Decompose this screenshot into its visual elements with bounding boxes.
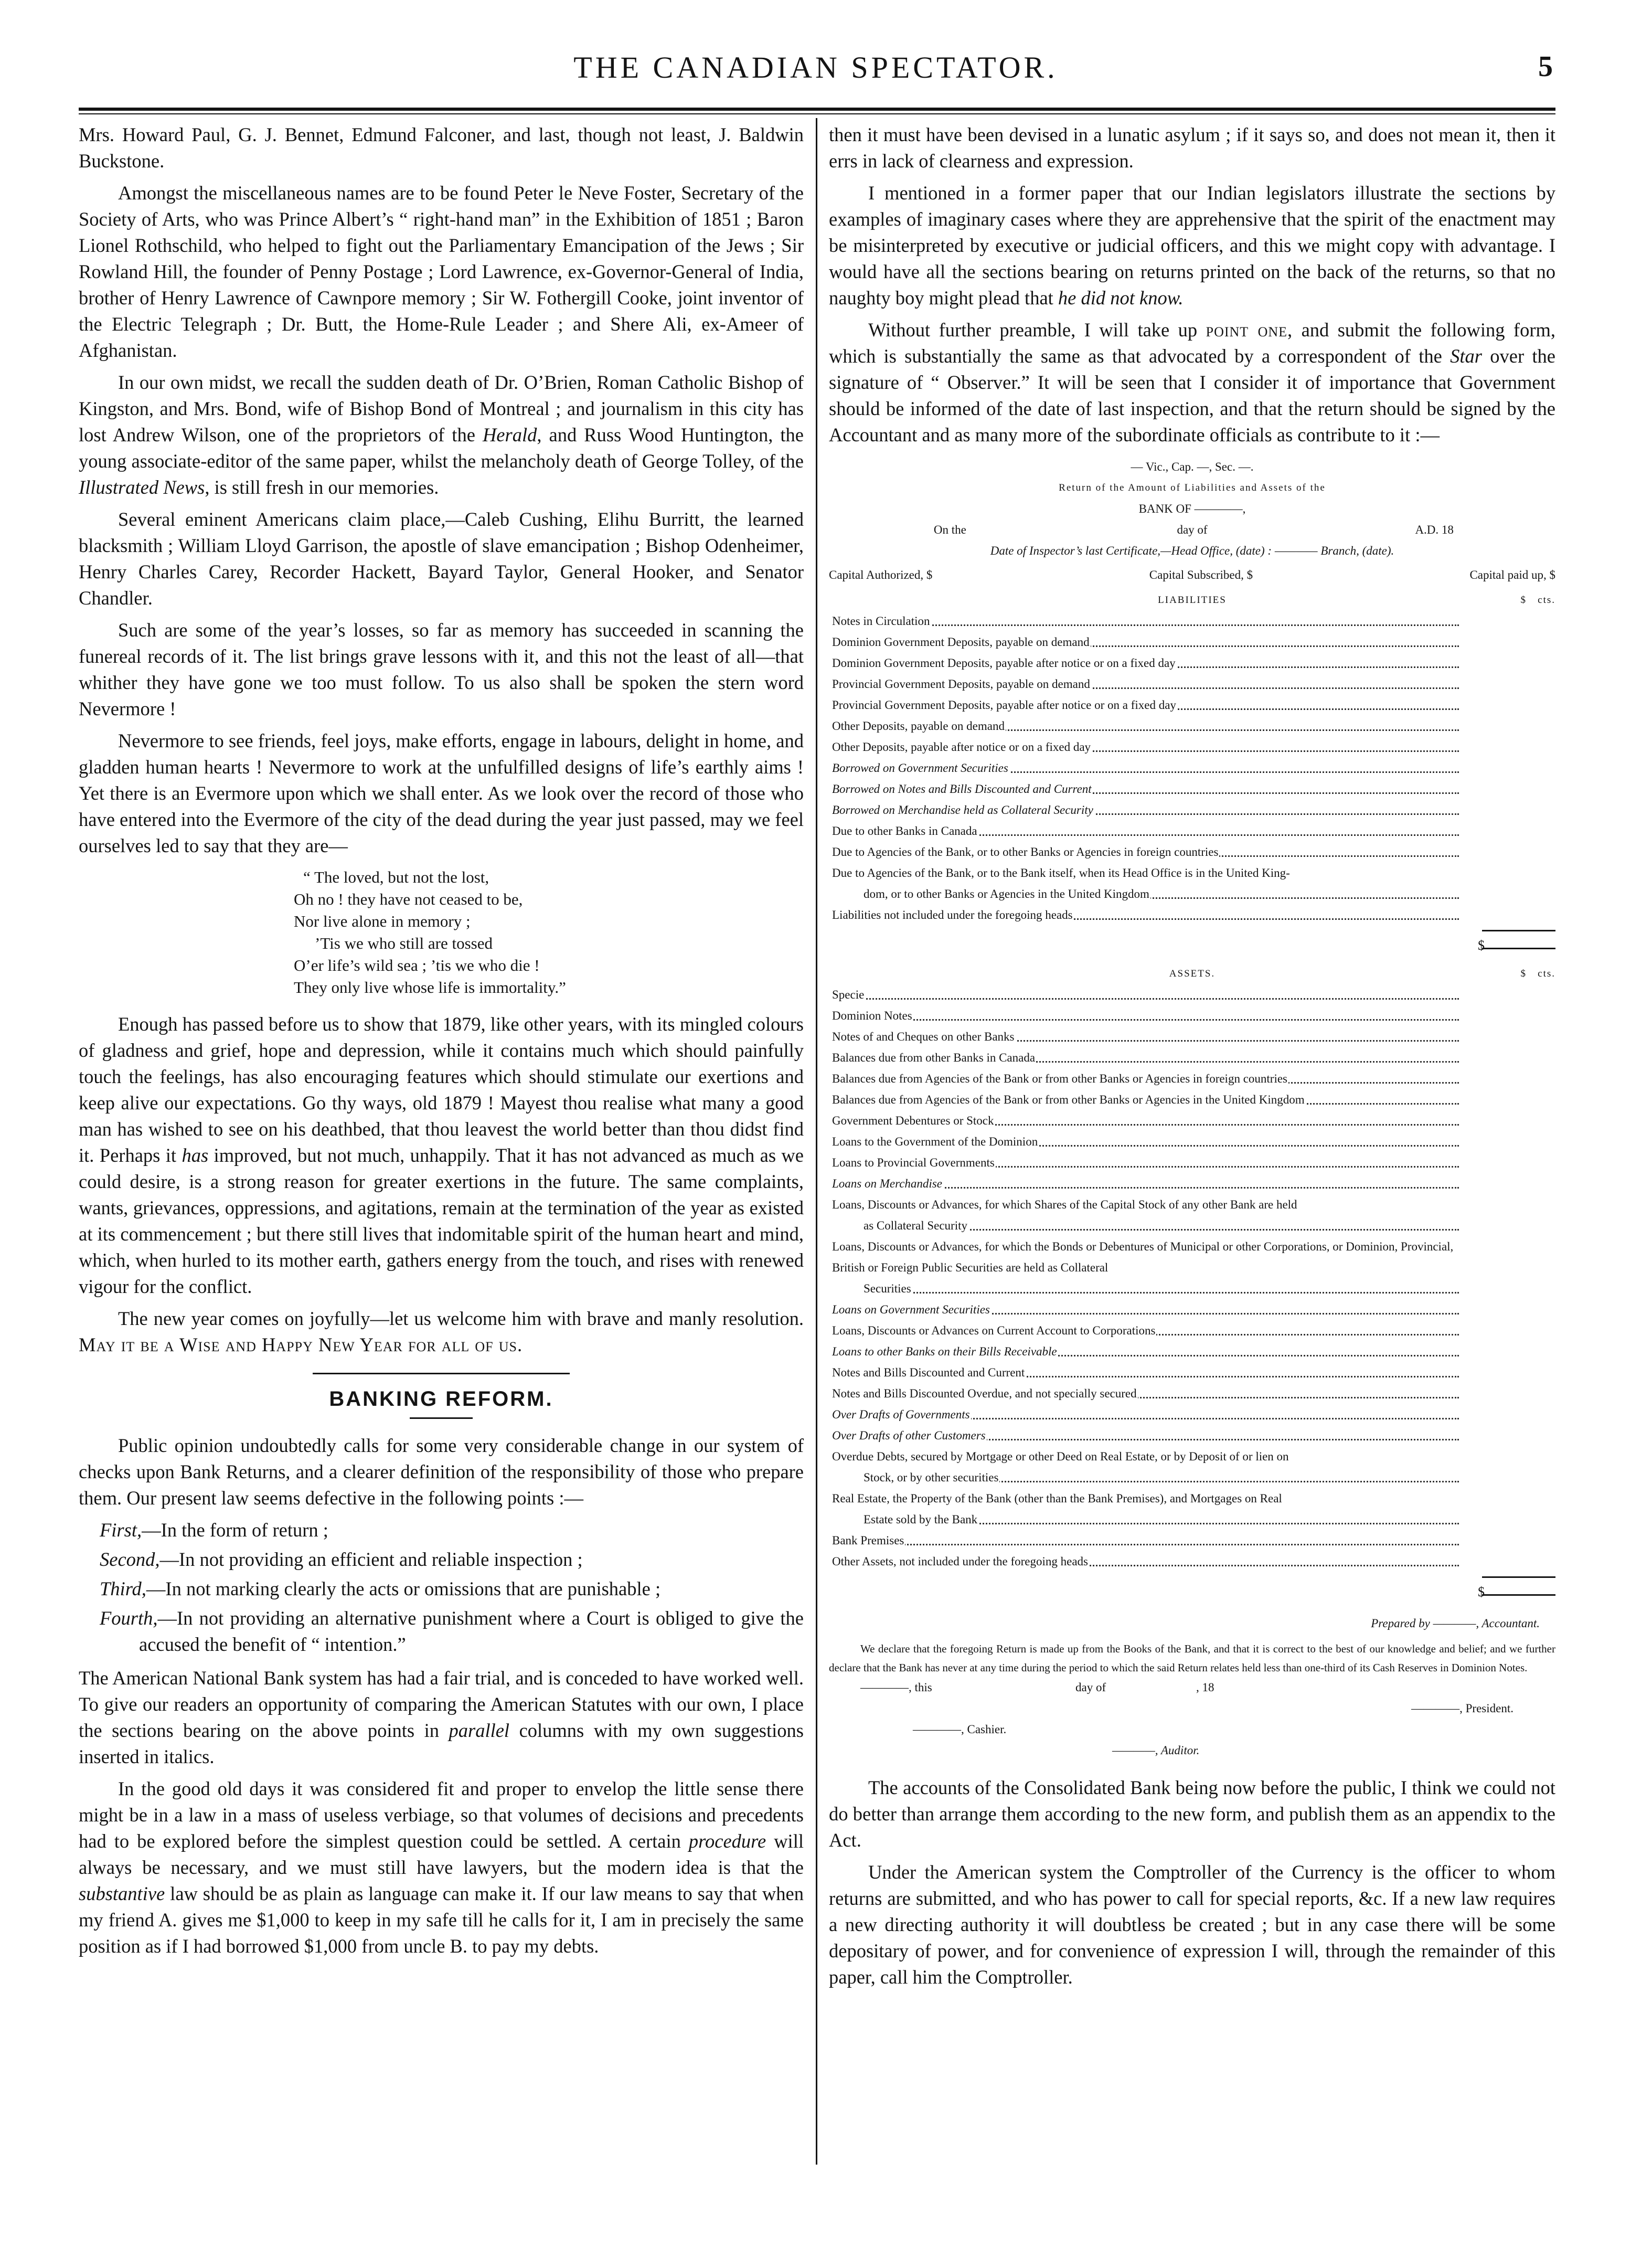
prepared-by-line: Prepared by ————, Accountant. [1371, 1617, 1540, 1630]
page-number: 5 [1538, 50, 1553, 83]
asset-line: Notes and Bills Discounted and Current [829, 1362, 1459, 1383]
paragraph: Mrs. Howard Paul, G. J. Bennet, Edmund Falconer, and last, though not least, J. Baldwin Buckstone. [79, 124, 804, 172]
asset-line: Specie [829, 984, 1459, 1005]
column-divider [816, 118, 817, 2165]
liability-line: Borrowed on Notes and Bills Discounted and Current [829, 779, 1459, 800]
paragraph: The new year comes on joyfully—let us welcome him with brave and manly resolution. May it be a Wise and Happy New Year for all of us. [79, 1308, 804, 1355]
paragraph: The American National Bank system has had a fair trial, and is conceded to have worked well. To give our readers an opportunity of comparing the American Statutes with our own, I place the sections bearing on the above points in parallel columns with my own suggestions inserted in italics. [79, 1667, 804, 1767]
date-row: On the day of A.D. 18 [933, 523, 1454, 536]
liability-line: Liabilities not included under the foregoing heads [829, 905, 1459, 926]
asset-line: Loans to the Government of the Dominion [829, 1131, 1459, 1152]
asset-line: Notes and Bills Discounted Overdue, and not specially secured [829, 1383, 1459, 1404]
president-signature-line: ————, President. [1411, 1702, 1514, 1715]
list-item: First,—In the form of return ; [100, 1519, 328, 1541]
liability-line: Provincial Government Deposits, payable after notice or on a fixed day [829, 695, 1459, 716]
liability-line: Due to other Banks in Canada [829, 821, 1459, 842]
assets-total: $ [829, 1572, 1555, 1606]
asset-line: Notes of and Cheques on other Banks [829, 1026, 1459, 1047]
asset-line: Bank Premises [829, 1530, 1459, 1551]
asset-line: Government Debentures or Stock [829, 1110, 1459, 1131]
newspaper-title: THE CANADIAN SPECTATOR. [573, 50, 1058, 84]
liability-line: Borrowed on Merchandise held as Collateral Security [829, 800, 1459, 821]
list-item: Second,—In not providing an efficient and reliable inspection ; [100, 1549, 583, 1570]
asset-line: Balances due from Agencies of the Bank or from other Banks or Agencies in the United Kingdom [829, 1089, 1459, 1110]
asset-line: Loans, Discounts or Advances, for which the Bonds or Debentures of Municipal or other Corporations, or Dominion, Provincial, British or Foreign Public Securities are held as Collateral Securities [829, 1236, 1459, 1299]
paragraph: In the good old days it was considered fit and proper to envelop the little sense there might be in a law in a mass of useless verbiage, so that volumes of decisions and precedents had to be explored before the simplest question could be settled. A certain procedure will always be necessary, and we must still have lawyers, but the modern idea is that the substantive law should be as plain as language can make it. If our law means to say that when my friend A. gives me $1,000 to keep in my safe till he calls for it, I am in precisely the same position as if I had borrowed $1,000 from uncle B. to pay my debts. [79, 1778, 804, 1957]
paragraph: Amongst the miscellaneous names are to be found Peter le Neve Foster, Secretary of the Society of Arts, who was Prince Albert’s “ right-hand man” in the Exhibition of 1851 ; Baron Lionel Rothschild, who helped to fight out the Parliamentary Emancipation of the Jews ; Sir Rowland Hill, the founder of Penny Postage ; Lord Lawrence, ex-Governor-General of India, brother of Henry Lawrence of Cawnpore memory ; Sir W. Fothergill Cooke, joint inventor of the Electric Telegraph ; Dr. Butt, the Home-Rule Leader ; and Shere Ali, ex-Ameer of Afghanistan. [79, 182, 804, 361]
cashier-signature-line: ————, Cashier. [913, 1723, 1007, 1736]
paragraph: In our own midst, we recall the sudden death of Dr. O’Brien, Roman Catholic Bishop of Kingston, and Mrs. Bond, wife of Bishop Bond of Montreal ; and journalism in this city has lost Andrew Wilson, one of the proprietors of the Herald, and Russ Wood Huntington, the young associate-editor of the same paper, whilst the melancholy death of George Tolley, of the Illustrated News, is still fresh in our memories. [79, 372, 804, 498]
asset-line: Loans to Provincial Governments [829, 1152, 1459, 1173]
paragraph: I mentioned in a former paper that our Indian legislators illustrate the sections by examples of imaginary cases where they are apprehensive that the spirit of the enactment may be misinterpreted by executive or judicial officers, and this we might copy with advantage. I would have all the sections bearing on returns printed on the back of the returns, so that no naughty boy might plead that he did not know. [829, 182, 1555, 309]
asset-line: Over Drafts of Governments [829, 1404, 1459, 1425]
auditor-signature-line: ————, Auditor. [1112, 1744, 1200, 1757]
asset-line: Other Assets, not included under the foregoing heads [829, 1551, 1459, 1572]
liability-line: Other Deposits, payable on demand [829, 716, 1459, 737]
poem-line: ’Tis we who still are tossed [315, 934, 493, 952]
bank-of-line: BANK OF ————, [1138, 502, 1246, 515]
defect-points-list [100, 1517, 804, 1658]
header-rule-thick [79, 108, 1555, 111]
paragraph: Enough has passed before us to show that 1879, like other years, with its mingled colours of gladness and grief, hope and depression, while it contains much which should painfully touch the feelings, has also encouraging features which should stimulate our exertions and keep alive our expectations. Go thy ways, old 1879 ! Mayest thou realise what many a good man has wished to see on his deathbed, that thou leavest the world better than thou didst find it. Perhaps it has improved, but not much, unhappily. That it has not advanced as much as we could desire, is a strong reason for greater exertions in the future. The same complaints, wants, grievances, oppressions, and agitations, remain at the termination of the year as existed at its commencement ; but there still lives that indomitable spirit of the human heart and mind, which, when hurled to its mother earth, gathers energy from the touch, and rises with renewed vigour for the conflict. [79, 1013, 804, 1297]
assets-heading: ASSETS. $ cts. [1169, 968, 1555, 979]
poem-quote [294, 866, 804, 999]
asset-line: Loans to other Banks on their Bills Receivable [829, 1341, 1459, 1362]
asset-line: Balances due from Agencies of the Bank or from other Banks or Agencies in foreign countries [829, 1068, 1459, 1089]
asset-line: Loans, Discounts or Advances on Current Account to Corporations [829, 1320, 1459, 1341]
header-rule-thin [79, 113, 1555, 114]
poem-line: “ The loved, but not the lost, [303, 868, 489, 886]
paragraph: Several eminent Americans claim place,—Caleb Cushing, Elihu Burritt, the learned blacksmith ; William Lloyd Garrison, the apostle of slave emancipation ; Bishop Odenheimer, Henry Charles Carey, Recorder Hackett, Bayard Taylor, General Hooker, and Senator Chandler. [79, 508, 804, 609]
liability-line: Dominion Government Deposits, payable on demand [829, 632, 1459, 653]
liabilities-list [829, 611, 1555, 863]
section-title: BANKING REFORM. [329, 1387, 553, 1411]
assets-list-end [829, 1530, 1555, 1572]
asset-line: Loans on Government Securities [829, 1299, 1459, 1320]
list-item: Third,—In not marking clearly the acts or omissions that are punishable ; [100, 1578, 661, 1599]
inspector-certificate-line: Date of Inspector’s last Certificate,—Head Office, (date) : ———— Branch, (date). [990, 544, 1394, 557]
paragraph: Nevermore to see friends, feel joys, make efforts, engage in labours, delight in home, and gladden human hearts ! Nevermore to work at the unfulfilled designs of life’s earthly aims ! Yet there is an Evermore upon which we shall enter. As we look over the record of those who have entered into the Evermore of the city of the dead during the year just passed, may we feel ourselves led to say that they are— [79, 730, 804, 856]
liability-line: Provincial Government Deposits, payable on demand [829, 674, 1459, 695]
poem-line: Oh no ! they have not ceased to be, [294, 890, 523, 908]
asset-line: Over Drafts of other Customers [829, 1425, 1459, 1446]
liabilities-heading: LIABILITIES $ cts. [1158, 595, 1555, 606]
right-column [829, 122, 1555, 1996]
asset-line: Overdue Debts, secured by Mortgage or other Deed on Real Estate, or by Deposit of or lien on Stock, or by other securities [829, 1446, 1459, 1488]
paragraph: Such are some of the year’s losses, so far as memory has succeeded in scanning the funereal records of it. The list brings grave lessons with it, and this not the least of all—that whither they have gone we too must follow. To us also shall be spoken the stern word Nevermore ! [79, 619, 804, 719]
poem-line: O’er life’s wild sea ; ’tis we who die ! [294, 956, 540, 974]
liability-line: Due to Agencies of the Bank, or to other Banks or Agencies in foreign countries [829, 842, 1459, 863]
liabilities-total: $ [829, 926, 1555, 959]
asset-line: Loans, Discounts or Advances, for which Shares of the Capital Stock of any other Bank are held as Collateral Security [829, 1194, 1459, 1236]
paragraph: The accounts of the Consolidated Bank being now before the public, I think we could not do better than arrange them according to the new form, and publish them as an appendix to the Act. [829, 1777, 1555, 1851]
paragraph: Under the American system the Comptroller of the Currency is the officer to whom returns are submitted, and who has power to call for special reports, &c. If a new law requires a new directing authority it will doubtless be created ; but in any case there will be some depositary of power, and for convenience of expression I will, through the remainder of this paper, call him the Comptroller. [829, 1861, 1555, 1988]
act-reference: — Vic., Cap. —, Sec. —. [1131, 460, 1254, 473]
paragraph: Without further preamble, I will take up point one, and submit the following form, which is substantially the same as that advocated by a correspondent of the Star over the signature of “ Observer.” It will be seen that I consider it of importance that Government should be informed of the date of last inspection, and that the return should be signed by the Accountant and as many more of the subordinate officials as contribute to it :— [829, 319, 1555, 446]
liability-line: Other Deposits, payable after notice or on a fixed day [829, 737, 1459, 758]
return-title: Return of the Amount of Liabilities and Assets of the [1059, 482, 1326, 493]
declaration-text: We declare that the foregoing Return is made up from the Books of the Bank, and that it is correct to the best of our knowledge and belief; and we further declare that the Bank has never at any time during the period to which the said Return relates held less than one-third of its Cash Reserves in Dominion Notes. [829, 1642, 1555, 1674]
liability-line: Borrowed on Government Securities [829, 758, 1459, 779]
bank-return-form [829, 457, 1555, 1761]
liability-line: Due to Agencies of the Bank, or to the Bank itself, when its Head Office is in the United King- dom, or to other Banks or Agencies in the United Kingdom [829, 863, 1459, 905]
poem-line: They only live whose life is immortality.” [294, 978, 566, 997]
poem-line: Nor live alone in memory ; [294, 912, 471, 930]
left-column [79, 122, 804, 1965]
capital-row: Capital Authorized, $ Capital Subscribed, $ Capital paid up, $ [829, 568, 1555, 581]
asset-line: Real Estate, the Property of the Bank (other than the Bank Premises), and Mortgages on Real Estate sold by the Bank [829, 1488, 1459, 1530]
date-signature-line: ————, this day of , 18 [860, 1681, 1214, 1694]
asset-line: Dominion Notes [829, 1005, 1459, 1026]
asset-line: Balances due from other Banks in Canada [829, 1047, 1459, 1068]
assets-list [829, 984, 1555, 1194]
title-underline [410, 1417, 473, 1419]
asset-line: Loans on Merchandise [829, 1173, 1459, 1194]
liability-line: Dominion Government Deposits, payable after notice or on a fixed day [829, 653, 1459, 674]
masthead [79, 50, 1553, 100]
section-separator [313, 1373, 570, 1374]
paragraph: Public opinion undoubtedly calls for some very considerable change in our system of checks upon Bank Returns, and a clearer definition of the responsibility of those who prepare them. Our present law seems defective in the following points :— [79, 1435, 804, 1509]
paragraph: then it must have been devised in a lunatic asylum ; if it says so, and does not mean it, then it errs in lack of clearness and expression. [829, 124, 1555, 172]
liability-line: Notes in Circulation [829, 611, 1459, 632]
assets-list-continued [829, 1299, 1555, 1446]
list-item: Fourth,—In not providing an alternative punishment where a Court is obliged to give the accused the benefit of “ intention.” [100, 1607, 804, 1655]
